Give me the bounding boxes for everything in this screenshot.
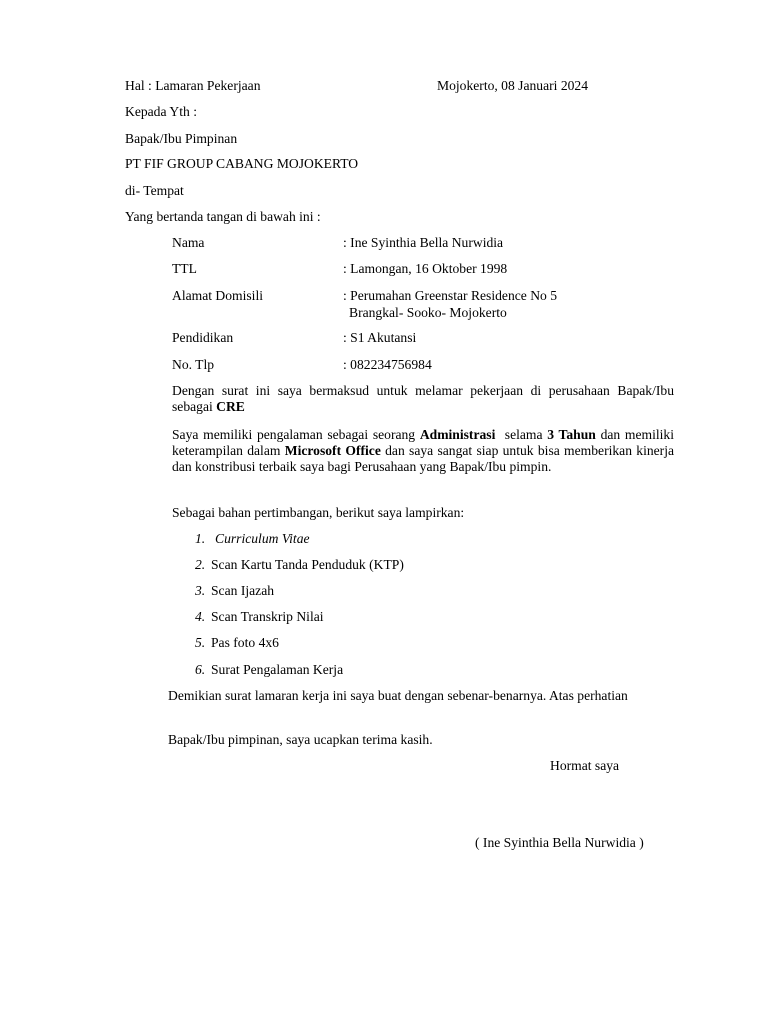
name-value: : Ine Syinthia Bella Nurwidia: [343, 235, 504, 250]
experience-duration: 3 Tahun: [547, 427, 596, 442]
attachment-number: 1.: [195, 531, 206, 546]
recipient-place: di- Tempat: [125, 183, 184, 198]
experience-text-2: selama: [495, 427, 548, 442]
attachment-item: Scan Kartu Tanda Penduduk (KTP): [211, 557, 404, 572]
ttl-label: TTL: [172, 261, 197, 276]
experience-skill: Microsoft Office: [284, 443, 381, 458]
education-value: : S1 Akutansi: [343, 330, 417, 345]
address-value-line1: : Perumahan Greenstar Residence No 5: [343, 288, 558, 303]
address-label: Alamat Domisili: [172, 288, 263, 303]
application-text: Dengan surat ini saya bermaksud untuk melamar pekerjaan di perusahaan Bapak/Ibu sebagai: [172, 383, 674, 414]
closing-thanks: Bapak/Ibu pimpinan, saya ucapkan terima kasih.: [168, 732, 433, 747]
place-date: Mojokerto, 08 Januari 2024: [437, 78, 589, 93]
ttl-value: : Lamongan, 16 Oktober 1998: [343, 261, 508, 276]
recipient-title: Bapak/Ibu Pimpinan: [125, 131, 238, 146]
recipient-to: Kepada Yth :: [125, 104, 197, 119]
intro-text: Yang bertanda tangan di bawah ini :: [125, 209, 321, 224]
experience-paragraph: [172, 427, 674, 475]
attachment-number: 3.: [195, 583, 206, 598]
attachments-intro: Sebagai bahan pertimbangan, berikut saya lampirkan:: [172, 505, 465, 520]
signature-name: ( Ine Syinthia Bella Nurwidia ): [475, 835, 644, 850]
recipient-company: PT FIF GROUP CABANG MOJOKERTO: [125, 156, 359, 171]
attachment-number: 5.: [195, 635, 206, 650]
applied-position: CRE: [216, 399, 245, 414]
attachment-item: Pas foto 4x6: [211, 635, 279, 650]
name-label: Nama: [172, 235, 205, 250]
attachment-item: Surat Pengalaman Kerja: [211, 662, 344, 677]
closing-paragraph: Demikian surat lamaran kerja ini saya buat dengan sebenar-benarnya. Atas perhatian: [168, 688, 628, 703]
attachment-number: 4.: [195, 609, 206, 624]
phone-label: No. Tlp: [172, 357, 215, 372]
phone-value: : 082234756984: [343, 357, 432, 372]
experience-text-1: Saya memiliki pengalaman sebagai seorang: [172, 427, 420, 442]
experience-text-4: dan saya sangat siap untuk bisa memberikan kinerja dan konstribusi terbaik saya bagi Perusahaan yang Bapak/Ibu pimpin.: [172, 443, 675, 474]
attachment-number: 6.: [195, 662, 206, 677]
attachment-number: 2.: [195, 557, 206, 572]
closing-regards: Hormat saya: [550, 758, 620, 773]
attachment-item: Scan Ijazah: [211, 583, 275, 598]
attachment-item: Curriculum Vitae: [215, 531, 310, 546]
attachment-item: Scan Transkrip Nilai: [211, 609, 324, 624]
address-value-line2: Brangkal- Sooko- Mojokerto: [349, 305, 507, 320]
education-label: Pendidikan: [172, 330, 234, 345]
experience-role: Administrasi: [419, 427, 496, 442]
subject-line: Hal : Lamaran Pekerjaan: [125, 78, 261, 93]
experience-text-3: dan memiliki keterampilan dalam: [172, 427, 674, 458]
application-paragraph: [172, 383, 674, 415]
